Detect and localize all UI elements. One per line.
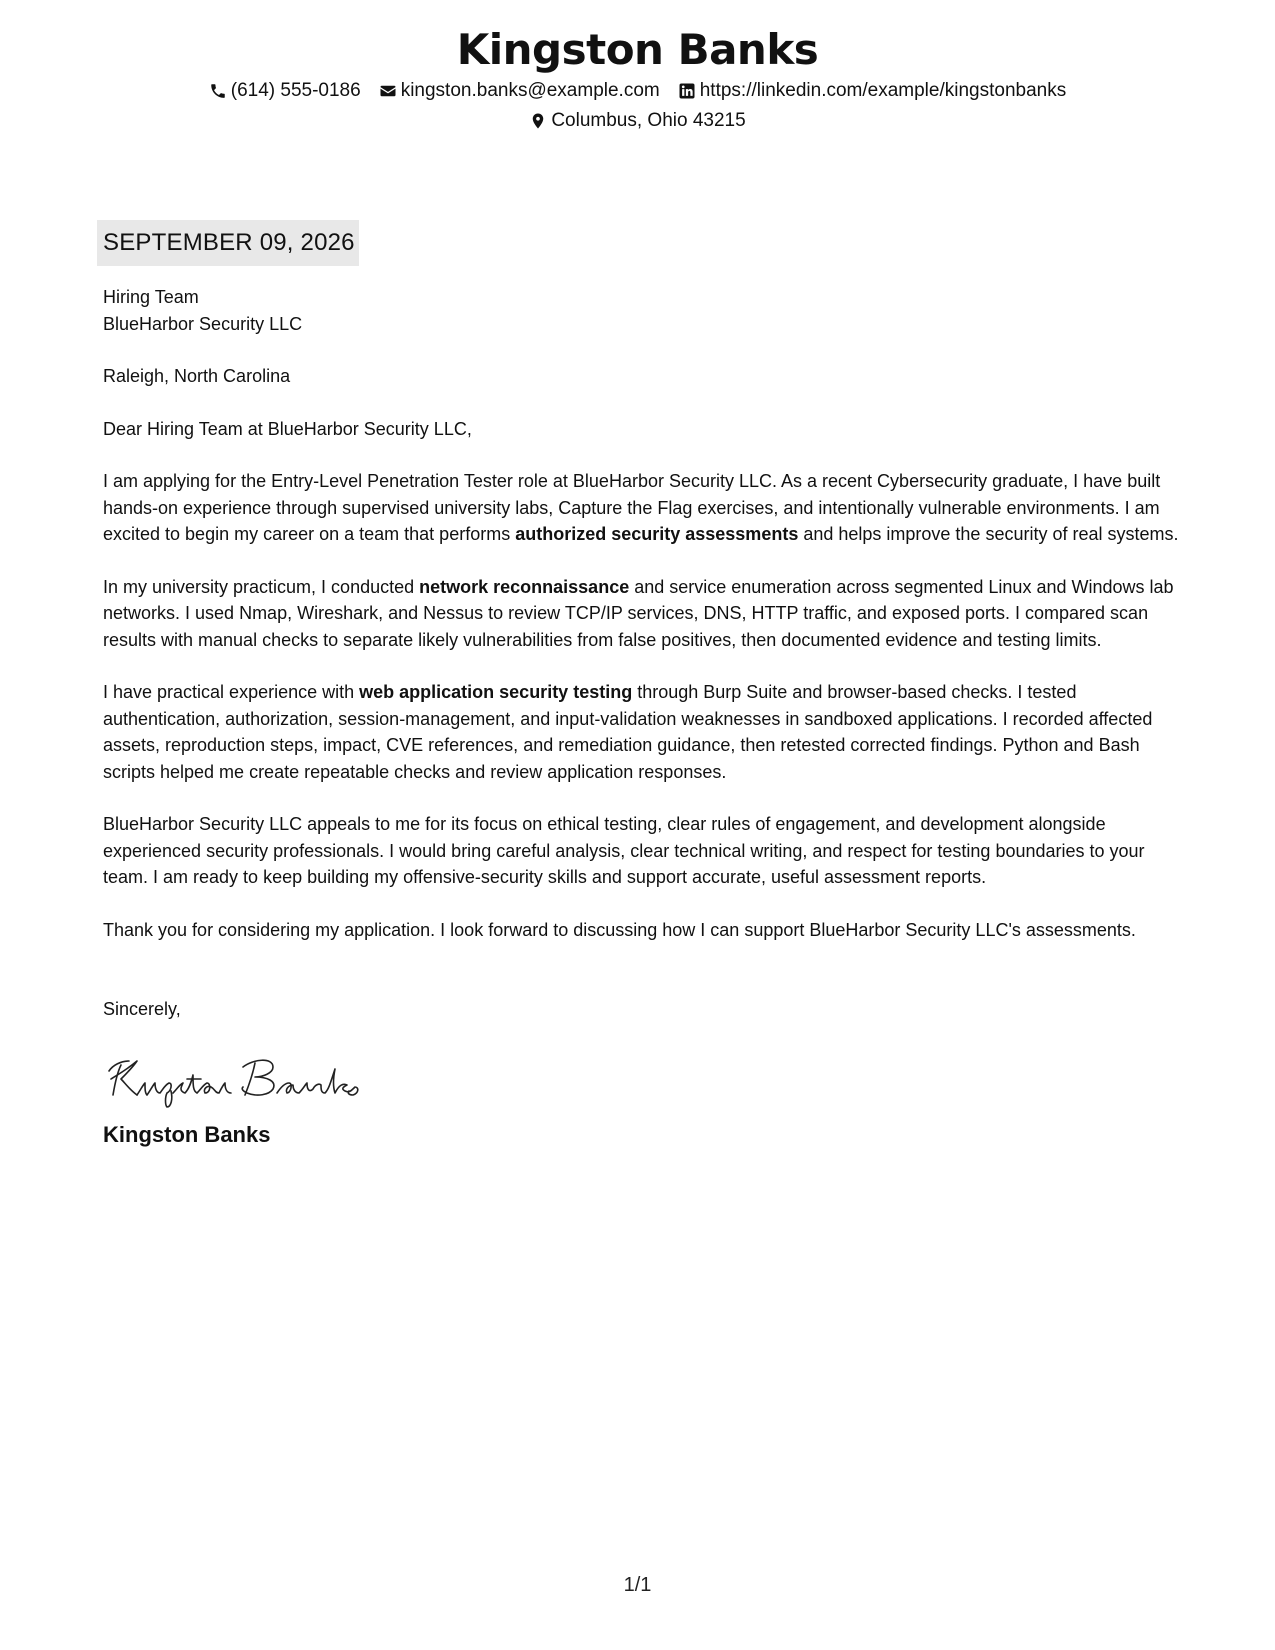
paragraph-text: I have practical experience with	[103, 682, 360, 702]
paragraph-text: I am applying for the Entry-Level Penetration Tester role at BlueHarbor Security LLC. As a recent Cybersecurity graduate, I have built hands-on experience through supervised university labs, Capture the Flag exercises, and intentionally vulnerable environments. I am excited to begin my career on a team that performs	[103, 471, 1161, 544]
recipient-block	[103, 284, 1183, 337]
letter-header	[0, 24, 1275, 134]
map-marker-icon	[529, 112, 547, 130]
contact-row-secondary	[0, 108, 1275, 134]
salutation: Dear Hiring Team at BlueHarbor Security LLC,	[103, 418, 472, 439]
paragraph-highlight: authorized security assessments	[515, 524, 799, 544]
paragraph-text: and helps improve the security of real systems.	[798, 524, 1179, 544]
paragraph-thanks: Thank you for considering my application. I look forward to discussing how I can support BlueHarbor Security LLC's assessments.	[103, 919, 1136, 940]
paragraph-network	[103, 574, 1183, 654]
signed-name: Kingston Banks	[103, 1121, 271, 1147]
paragraph-highlight: web application security testing	[359, 682, 633, 702]
handwritten-signature	[107, 1049, 367, 1111]
paragraph-motivation: BlueHarbor Security LLC appeals to me for its focus on ethical testing, clear rules of engagement, and development alongside experienced security professionals. I would bring careful analysis, clear technical writing, and respect for testing boundaries to your team. I am ready to keep building my offensive-security skills and support accurate, useful assessment reports.	[103, 814, 1145, 887]
linkedin-icon	[678, 82, 696, 100]
contact-row-primary	[0, 78, 1275, 104]
signature-image	[107, 1049, 367, 1111]
linkedin-url[interactable]: https://linkedin.com/example/kingstonbanks	[699, 80, 1067, 101]
recipient-company: BlueHarbor Security LLC	[103, 313, 303, 334]
paragraph-text: and service enumeration across segmented Linux and Windows lab networks. I used Nmap, Wireshark, and Nessus to review TCP/IP services, DNS, HTTP traffic, and exposed ports. I compared scan results with manual checks to separate likely vulnerabilities from false positives, then documented evidence and testing limits.	[103, 576, 1174, 650]
contact-phone	[209, 78, 361, 104]
contact-linkedin[interactable]	[678, 78, 1066, 104]
paragraph-intro	[103, 468, 1183, 548]
paragraph-text: In my university practicum, I conducted	[103, 576, 420, 597]
letter-body	[103, 220, 1183, 1149]
applicant-name: Kingston Banks	[456, 25, 819, 74]
contact-location	[529, 108, 745, 134]
recipient-line-1: Hiring Team	[103, 287, 199, 307]
envelope-icon	[379, 82, 397, 100]
location-text: Columbus, Ohio 43215	[551, 110, 746, 131]
closing: Sincerely,	[103, 999, 181, 1019]
email-address[interactable]: kingston.banks@example.com	[400, 80, 660, 101]
phone-icon	[209, 82, 227, 100]
page-number: 1/1	[623, 1574, 652, 1596]
phone-number: (614) 555-0186	[230, 80, 361, 101]
contact-email[interactable]	[379, 78, 660, 104]
paragraph-highlight: network reconnaissance	[419, 576, 630, 597]
paragraph-webapp	[103, 679, 1183, 785]
letter-date: SEPTEMBER 09, 2026	[97, 220, 359, 266]
recipient-location: Raleigh, North Carolina	[103, 366, 291, 386]
paragraph-text: through Burp Suite and browser-based checks. I tested authentication, authorization, session-management, and input-validation weaknesses in sandboxed applications. I recorded affected assets, reproduction steps, impact, CVE references, and remediation guidance, then retested corrected findings. Python and Bash scripts helped me create repeatable checks and review application responses.	[103, 682, 1153, 782]
